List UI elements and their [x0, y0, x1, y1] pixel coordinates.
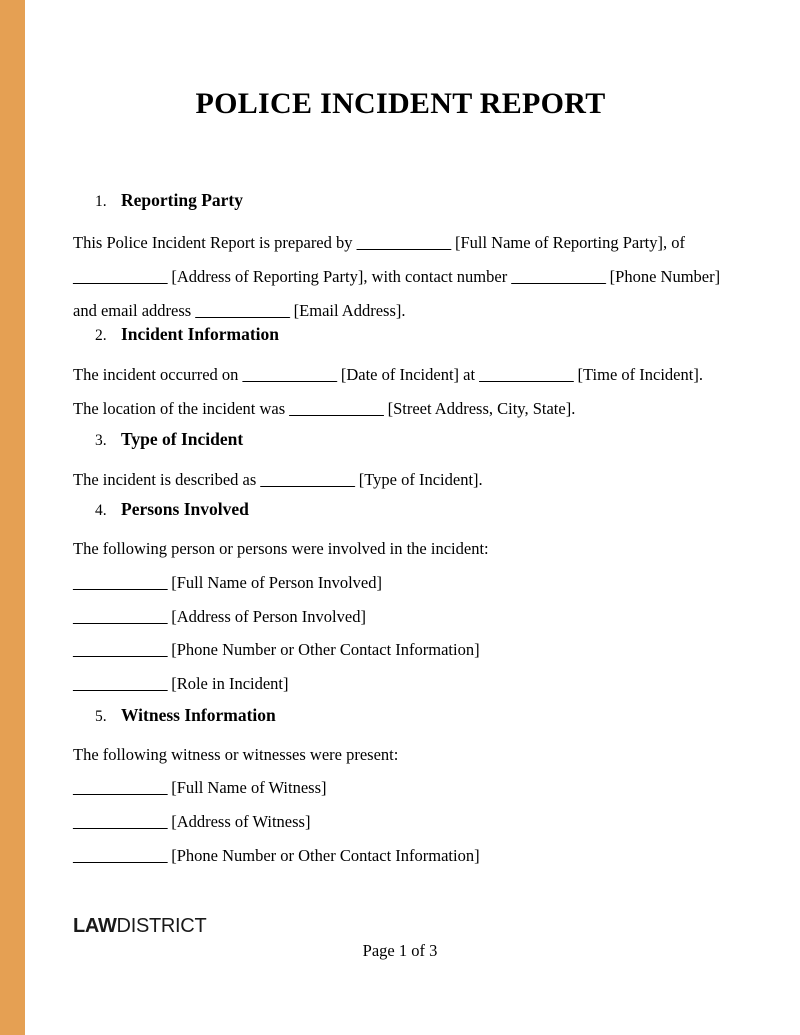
blank-witness-phone[interactable]: ____________: [73, 846, 168, 865]
field-label: [Full Name of Person Involved]: [171, 573, 382, 592]
field-label: [Phone Number or Other Contact Information]: [171, 640, 480, 659]
blank-incident-location[interactable]: ____________: [289, 399, 384, 418]
text-run: The incident is described as: [73, 470, 261, 489]
page-number: Page 1 of 3: [362, 941, 438, 960]
section-heading-5: [73, 703, 728, 729]
section-persons-involved: [73, 497, 728, 523]
blank-full-name-reporting-party[interactable]: ____________: [356, 233, 451, 252]
page-title: POLICE INCIDENT REPORT: [195, 87, 606, 120]
text-run: The location of the incident was: [73, 399, 290, 418]
section-number-5: 5.: [95, 708, 107, 725]
section-title-2: Incident Information: [121, 324, 279, 344]
text-run: [Full Name of Reporting Party], of: [450, 233, 686, 252]
person-address-field: [73, 600, 728, 634]
person-role-field: [73, 667, 728, 701]
person-full-name-field: [73, 566, 728, 600]
field-label: [Phone Number or Other Contact Information]: [171, 846, 480, 865]
logo-law-text: LAW: [73, 915, 117, 937]
text-run: This Police Incident Report is prepared by: [73, 233, 357, 252]
section-number-4: 4.: [95, 502, 107, 519]
type-of-incident-line: [73, 463, 728, 497]
blank-person-address[interactable]: ____________: [73, 607, 168, 626]
text-run: [Phone Number] and email address: [73, 267, 721, 320]
blank-time-of-incident[interactable]: ____________: [479, 365, 574, 384]
witness-address-field: [73, 805, 728, 839]
section-heading-4: [73, 497, 728, 523]
blank-person-phone[interactable]: ____________: [73, 640, 168, 659]
incident-date-time-line: [73, 358, 728, 392]
section-heading-1: [73, 188, 728, 214]
field-label: [Address of Person Involved]: [171, 607, 366, 626]
section-reporting-party: [73, 188, 728, 214]
blank-witness-address[interactable]: ____________: [73, 812, 168, 831]
blank-person-full-name[interactable]: ____________: [73, 573, 168, 592]
field-label: [Role in Incident]: [171, 674, 289, 693]
blank-email-address[interactable]: ____________: [195, 301, 290, 320]
logo-district-text: DISTRICT: [116, 915, 207, 937]
document-content: [73, 0, 728, 1035]
lawdistrict-logo: [73, 915, 206, 938]
witness-intro: The following witness or witnesses were present:: [73, 745, 399, 764]
text-run: [Street Address, City, State].: [383, 399, 576, 418]
section-heading-2: [73, 322, 728, 348]
witness-phone-field: [73, 839, 728, 873]
text-run: [Time of Incident].: [573, 365, 703, 384]
section-witness-information: [73, 703, 728, 729]
section-incident-information: [73, 322, 728, 348]
section-title-5: Witness Information: [121, 705, 276, 725]
text-run: [Type of Incident].: [354, 470, 483, 489]
field-label: [Address of Witness]: [171, 812, 311, 831]
blank-type-of-incident[interactable]: ____________: [260, 470, 355, 489]
person-phone-field: [73, 633, 728, 667]
blank-address-reporting-party[interactable]: ____________: [73, 267, 168, 286]
section-heading-3: [73, 427, 728, 453]
accent-side-bar: [0, 0, 25, 1035]
section-title-3: Type of Incident: [121, 429, 244, 449]
section-number-1: 1.: [95, 193, 107, 210]
blank-phone-number[interactable]: ____________: [511, 267, 606, 286]
reporting-party-paragraph: [73, 226, 728, 328]
field-label: [Full Name of Witness]: [171, 778, 327, 797]
section-number-3: 3.: [95, 432, 107, 449]
incident-location-line: [73, 392, 728, 426]
text-run: [Address of Reporting Party], with contact number: [167, 267, 512, 286]
text-run: [Email Address].: [289, 301, 406, 320]
blank-witness-full-name[interactable]: ____________: [73, 778, 168, 797]
persons-involved-intro: The following person or persons were involved in the incident:: [73, 539, 489, 558]
section-title-4: Persons Involved: [121, 499, 249, 519]
blank-date-of-incident[interactable]: ____________: [242, 365, 337, 384]
section-type-of-incident: [73, 427, 728, 453]
section-title-1: Reporting Party: [121, 190, 243, 210]
blank-person-role[interactable]: ____________: [73, 674, 168, 693]
section-number-2: 2.: [95, 327, 107, 344]
text-run: [Date of Incident] at: [336, 365, 480, 384]
text-run: The incident occurred on: [73, 365, 243, 384]
witness-full-name-field: [73, 771, 728, 805]
